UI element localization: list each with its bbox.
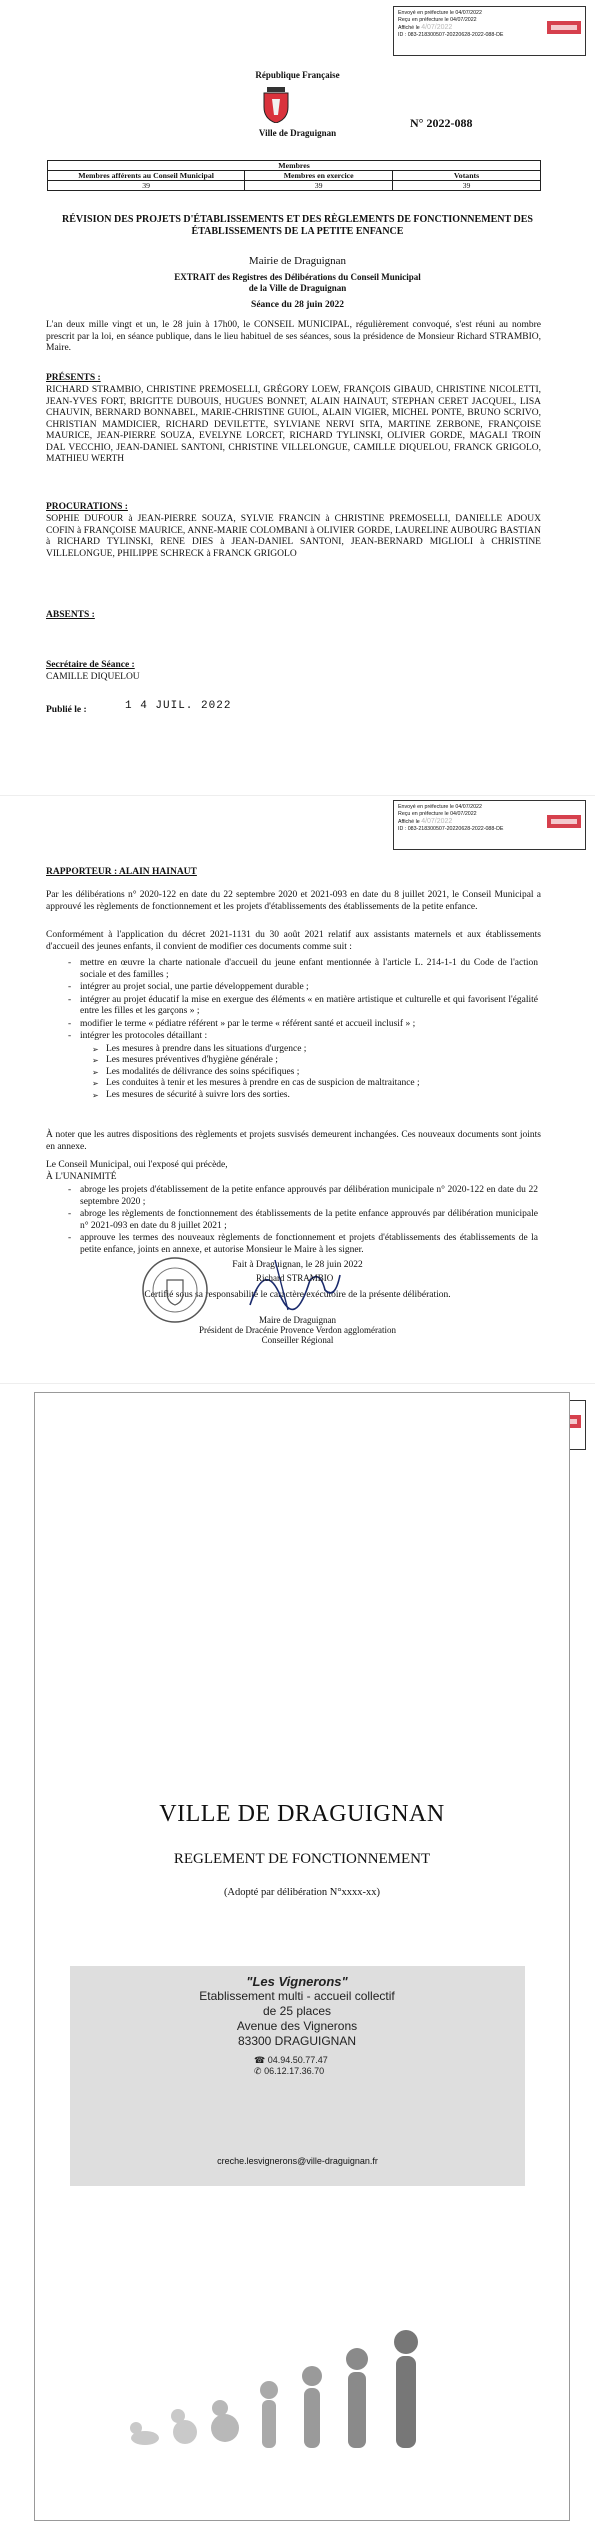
procurations-list: SOPHIE DUFOUR à JEAN-PIERRE SOUZA, SYLVIE FRANCIN à CHRISTINE PREMOSELLI, DANIELLE ADOUX COFIN à FRANÇOISE MAURICE, ANNE-MARIE COLOMBANI à OLIVIER GORDE, LAURELINE AUBOURG BASTIAN à RICHARD TYLINSKI, RENE DIES à JEAN-DANIEL SANTONI, JEAN-BERNARD MIGLIOLI à CHRISTINE VILLELONGUE, PHILIPPE SCHRECK à FRANCK GRIGOLO: [46, 514, 541, 559]
seance-date: Séance du 28 juin 2022: [251, 300, 344, 310]
presents-list: RICHARD STRAMBIO, CHRISTINE PREMOSELLI, GRÉGORY LOEW, FRANÇOIS GIBAUD, CHRISTINE NICOLETTI, JEAN-YVES FORT, BRIGITTE DUBOUIS, HUGUES BONNET, ALAIN HAINAUT, STEPHAN CERET JACQUEL, LISA CHAUVIN, BERNARD BONNABEL, MARIE-CHRISTINE GUIOL, ALAIN VIGIER, MICHEL PONTE, BRUNO SCRIVO, CHRISTIAN MAMDICIER, RICHARD DEVILETTE, SYLVIANE NERVI SITA, MARTINE ZERBONE, FRANÇOISE MAURICE, JEAN-PIERRE SOUZA, EVELYNE LORCET, RICHARD TYLINSKI, OLIVIER GORDE, MAGALI TROIN DAL VECCHIO, JEAN-DANIEL SANTONI, CHRISTINE VILLELONGUE, CAMILLE DIQUELOU, FRANCK GRIGOLO, MATHIEU WERTH: [46, 385, 541, 464]
modification-item: - intégrer au projet éducatif la mise en exergue des éléments « en matière artistique et culturelle et qui favorisent l'égalité entre les filles et les garçons » ;: [80, 995, 538, 1018]
procurations-label: PROCURATIONS :: [46, 502, 128, 512]
extrait-line-1: EXTRAIT des Registres des Délibérations du Conseil Municipal: [174, 272, 421, 282]
creche-places: de 25 places: [262, 2004, 332, 2018]
reglement-title: REGLEMENT DE FONCTIONNEMENT: [173, 1851, 431, 1867]
members-value-votants: 39: [393, 181, 541, 191]
protocol-item: ➢ Les mesures préventives d'hygiène générale ;: [106, 1055, 538, 1067]
members-title: Membres: [48, 161, 541, 171]
stamp-posted-label: Affiché le: [398, 819, 420, 825]
stamp-logo-icon: [547, 815, 581, 828]
unanimite-label: À L'UNANIMITÉ: [46, 1172, 117, 1182]
rapporteur: RAPPORTEUR : ALAIN HAINAUT: [46, 867, 197, 877]
secretaire-name: CAMILLE DIQUELOU: [46, 672, 140, 682]
stamp-received: Reçu en préfecture le 04/07/2022: [398, 811, 477, 817]
modification-item: - intégrer les protocoles détaillant :: [80, 1031, 538, 1043]
secretaire-label: Secrétaire de Séance :: [46, 660, 135, 670]
stamp-sent: Envoyé en préfecture le 04/07/2022: [398, 804, 482, 810]
creche-fax: 06.12.17.36.70: [264, 2066, 325, 2076]
modification-item: - modifier le terme « pédiatre référent » par le terme « référent santé et accueil inclusif » ;: [80, 1019, 538, 1031]
protocol-item: ➢ Les modalités de délivrance des soins spécifiques ;: [106, 1067, 538, 1079]
members-header-exercice: Membres en exercice: [245, 171, 393, 181]
paragraph-deliberations: Par les délibérations n° 2020-122 en date du 22 septembre 2020 et 2021-093 en date du 8 juillet 2021, le Conseil Municipal a approuvé les règlements de fonctionnement et les projets d'établissements des établissements de la petite enfance.: [46, 890, 541, 912]
decision-item: - abroge les projets d'établissement de la petite enfance approuvés par délibération municipale n° 2020-122 en date du 22 septembre 2020 ;: [80, 1185, 538, 1208]
members-value-afferents: 39: [48, 181, 245, 191]
mairie-label: Mairie de Draguignan: [248, 255, 347, 267]
republic-label: République Française: [255, 70, 340, 80]
signatory-title-3: Conseiller Régional: [261, 1335, 334, 1345]
members-header-afferents: Membres afférents au Conseil Municipal: [48, 171, 245, 181]
fait-a: Fait à Draguignan, le 28 juin 2022: [232, 1260, 363, 1270]
stamp-posted-date: 4/07/2022: [421, 24, 453, 31]
reglement-ville: VILLE DE DRAGUIGNAN: [159, 1801, 445, 1827]
members-value-exercice: 39: [245, 181, 393, 191]
signatory-title-1: Maire de Draguignan: [259, 1315, 336, 1325]
stamp-posted-label: Affiché le: [398, 25, 420, 31]
prefecture-stamp: [393, 800, 586, 850]
deliberation-title: RÉVISION DES PROJETS D'ÉTABLISSEMENTS ET DES RÈGLEMENTS DE FONCTIONNEMENT DES ÉTABLISSEMENTS DE LA PETITE ENFANCE: [62, 214, 533, 237]
protocol-item: ➢ Les mesures de sécurité à suivre lors des sorties.: [106, 1090, 538, 1102]
stamp-posted-date: 4/07/2022: [421, 818, 453, 825]
page-1: [0, 0, 595, 780]
decision-item: - approuve les termes des nouveaux règlements de fonctionnement et projets d'établissements des établissements de la petite enfance, joints en annexe, et autorise Monsieur le Maire à les signer.: [80, 1233, 538, 1256]
protocol-item: ➢ Les mesures à prendre dans les situations d'urgence ;: [106, 1044, 538, 1056]
stamp-id: ID : 083-218300507-20220628-2022-088-DE: [398, 826, 504, 832]
publie-date-stamp: 1 4 JUIL. 2022: [125, 700, 232, 712]
stamp-logo-icon: [547, 21, 581, 34]
fax-icon: ✆: [254, 2066, 262, 2076]
creche-type: Etablissement multi - accueil collectif: [199, 1989, 395, 2003]
paragraph-note: À noter que les autres dispositions des règlements et projets susvisés demeurent inchangées. Ces nouveaux documents sont joints en annexe.: [46, 1130, 541, 1152]
creche-city: 83300 DRAGUIGNAN: [237, 2034, 357, 2048]
child-growth-silhouettes-icon: [130, 2320, 460, 2450]
modification-item: - intégrer au projet social, une partie développement durable ;: [80, 982, 538, 994]
paragraph-decret: Conformément à l'application du décret 2021-1131 du 30 août 2021 relatif aux assistants maternels et aux établissements d'accueil des jeunes enfants, il convient de modifier ces documents comme suit :: [46, 930, 541, 952]
creche-info-box: [70, 1966, 525, 2186]
signatory-name: Richard STRAMBIO: [256, 1273, 334, 1283]
extrait-line-2: de la Ville de Draguignan: [248, 283, 347, 293]
creche-street: Avenue des Vignerons: [236, 2019, 358, 2033]
presents-label: PRÉSENTS :: [46, 373, 101, 383]
protocol-item: ➢ Les conduites à tenir et les mesures à prendre en cas de suspicion de maltraitance ;: [106, 1078, 538, 1090]
publie-label: Publié le :: [46, 705, 87, 715]
decisions-list: [58, 1185, 538, 1257]
modification-item: - mettre en œuvre la charte nationale d'accueil du jeune enfant mentionnée à l'article L. 214-1-1 du Code de l'action sociale et des familles ;: [80, 958, 538, 981]
intro-paragraph: L'an deux mille vingt et un, le 28 juin à 17h00, le CONSEIL MUNICIPAL, régulièrement convoqué, s'est réuni au nombre prescrit par la loi, en séance publique, dans le lieu habituel de ses séances, sous la présidence de Monsieur Richard STRAMBIO, Maire.: [46, 320, 541, 353]
creche-name: "Les Vignerons": [246, 1974, 348, 1989]
reglement-adopte: (Adopté par délibération N°xxxx-xx): [223, 1887, 381, 1898]
prefecture-stamp: [393, 6, 586, 56]
signature-icon: [240, 1255, 350, 1315]
signatory-title-2: Président de Dracénie Provence Verdon agglomération: [198, 1325, 396, 1335]
members-table: [47, 160, 541, 191]
absents-label: ABSENTS :: [46, 610, 95, 620]
members-header-votants: Votants: [393, 171, 541, 181]
paragraph-conseil: Le Conseil Municipal, oui l'exposé qui précède,: [46, 1160, 228, 1170]
deliberation-number: N° 2022-088: [410, 116, 473, 130]
stamp-sent: Envoyé en préfecture le 04/07/2022: [398, 10, 482, 16]
stamp-received: Reçu en préfecture le 04/07/2022: [398, 17, 477, 23]
certifie: Certifié sous sa responsabilité le caractère exécutoire de la présente délibération.: [144, 1290, 451, 1300]
coat-of-arms-icon: [261, 87, 291, 123]
creche-phone: 04.94.50.77.47: [267, 2055, 328, 2065]
decision-item: - abroge les règlements de fonctionnement des établissements de la petite enfance approuvés par délibération municipale n° 2021-093 en date du 8 juillet 2021 ;: [80, 1209, 538, 1232]
stamp-id: ID : 083-218300507-20220628-2022-088-DE: [398, 32, 504, 38]
phone-icon: ☎: [254, 2055, 266, 2065]
modifications-list: [58, 958, 538, 1101]
city-label: Ville de Draguignan: [258, 128, 337, 138]
creche-email: creche.lesvignerons@ville-draguignan.fr: [217, 2156, 378, 2166]
